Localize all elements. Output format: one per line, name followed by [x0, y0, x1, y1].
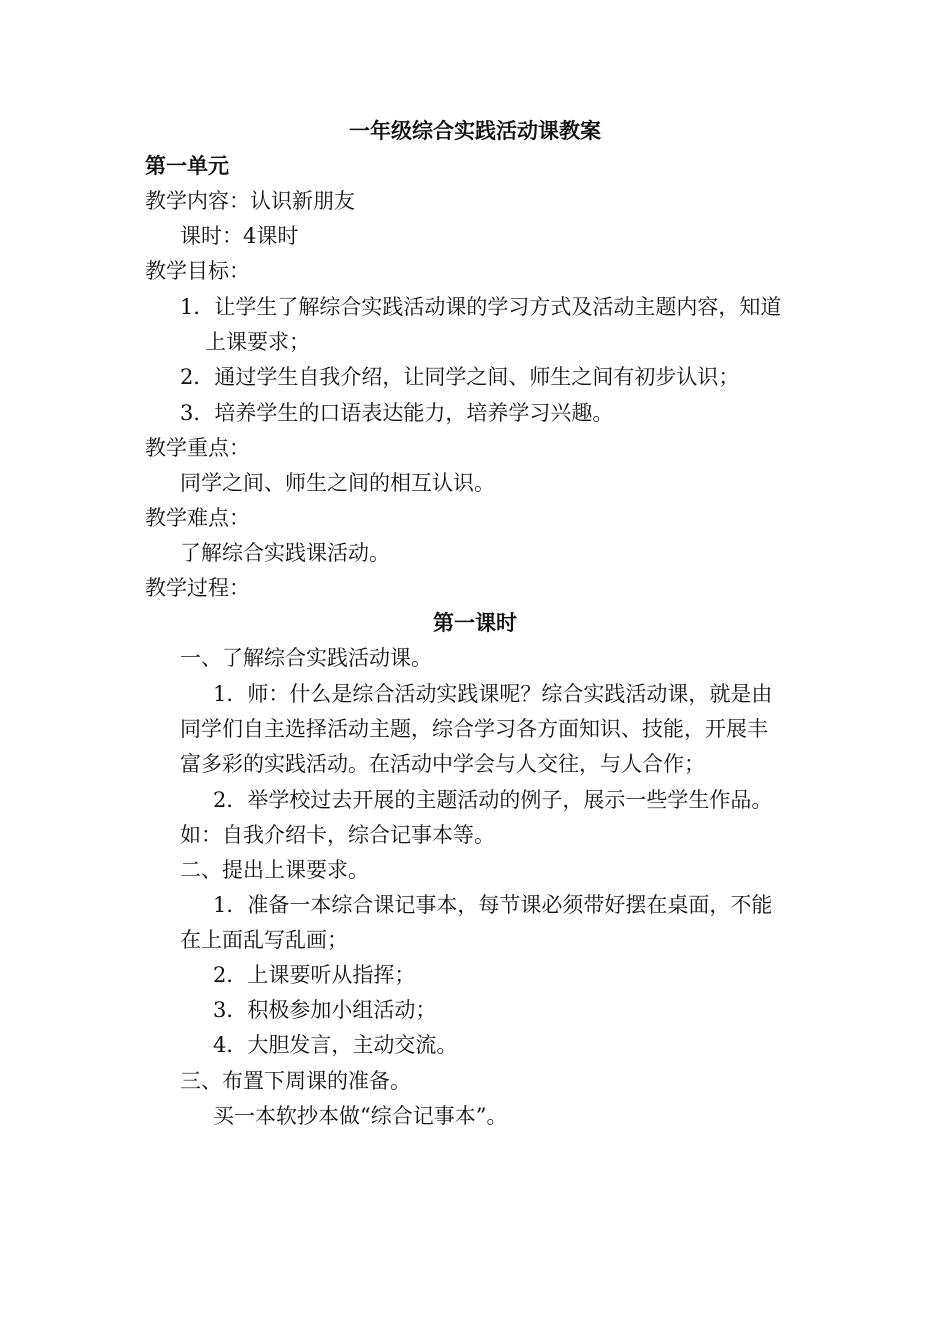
section-2-item-1-line-1: 1．准备一本综合课记事本，每节课必须带好摆在桌面，不能 [213, 893, 773, 917]
unit-heading: 第一单元 [145, 154, 229, 178]
section-2-item-2: 2．上课要听从指挥； [213, 963, 416, 987]
goal-3: 3．培养学生的口语表达能力，培养学习兴趣。 [180, 401, 614, 425]
goal-2: 2．通过学生自我介绍，让同学之间、师生之间有初步认识； [180, 365, 740, 389]
section-3-text: 买一本软抄本做“综合记事本”。 [213, 1104, 508, 1128]
goal-1-line-1: 1．让学生了解综合实践活动课的学习方式及活动主题内容，知道 [180, 295, 782, 319]
goal-1-line-2: 上课要求； [205, 330, 310, 354]
section-2-item-1-line-2: 在上面乱写乱画； [180, 928, 348, 952]
section-3-heading: 三、布置下周课的准备。 [180, 1069, 411, 1093]
difficulty-text: 了解综合实践课活动。 [180, 541, 390, 565]
class-hours: 课时：4课时 [180, 224, 299, 248]
teaching-content: 教学内容：认识新朋友 [145, 189, 355, 213]
lesson-1-heading: 第一课时 [433, 611, 517, 635]
document-title: 一年级综合实践活动课教案 [349, 119, 601, 143]
process-label: 教学过程： [145, 576, 250, 600]
goals-label: 教学目标： [145, 259, 250, 283]
section-1-para-2-line-2: 如：自我介绍卡，综合记事本等。 [180, 823, 495, 847]
section-1-para-2-line-1: 2．举学校过去开展的主题活动的例子，展示一些学生作品。 [213, 788, 773, 812]
difficulty-label: 教学难点： [145, 506, 250, 530]
section-1-para-1-line-3: 富多彩的实践活动。在活动中学会与人交往，与人合作； [180, 752, 705, 776]
section-2-heading: 二、提出上课要求。 [180, 858, 369, 882]
section-2-item-3: 3．积极参加小组活动； [213, 998, 437, 1022]
key-points-label: 教学重点： [145, 436, 250, 460]
section-1-para-1-line-2: 同学们自主选择活动主题，综合学习各方面知识、技能，开展丰 [180, 717, 768, 741]
section-2-item-4: 4．大胆发言，主动交流。 [213, 1033, 458, 1057]
section-1-heading: 一、了解综合实践活动课。 [180, 646, 432, 670]
key-points-text: 同学之间、师生之间的相互认识。 [180, 471, 495, 495]
section-1-para-1-line-1: 1．师：什么是综合活动实践课呢？综合实践活动课，就是由 [213, 682, 773, 706]
